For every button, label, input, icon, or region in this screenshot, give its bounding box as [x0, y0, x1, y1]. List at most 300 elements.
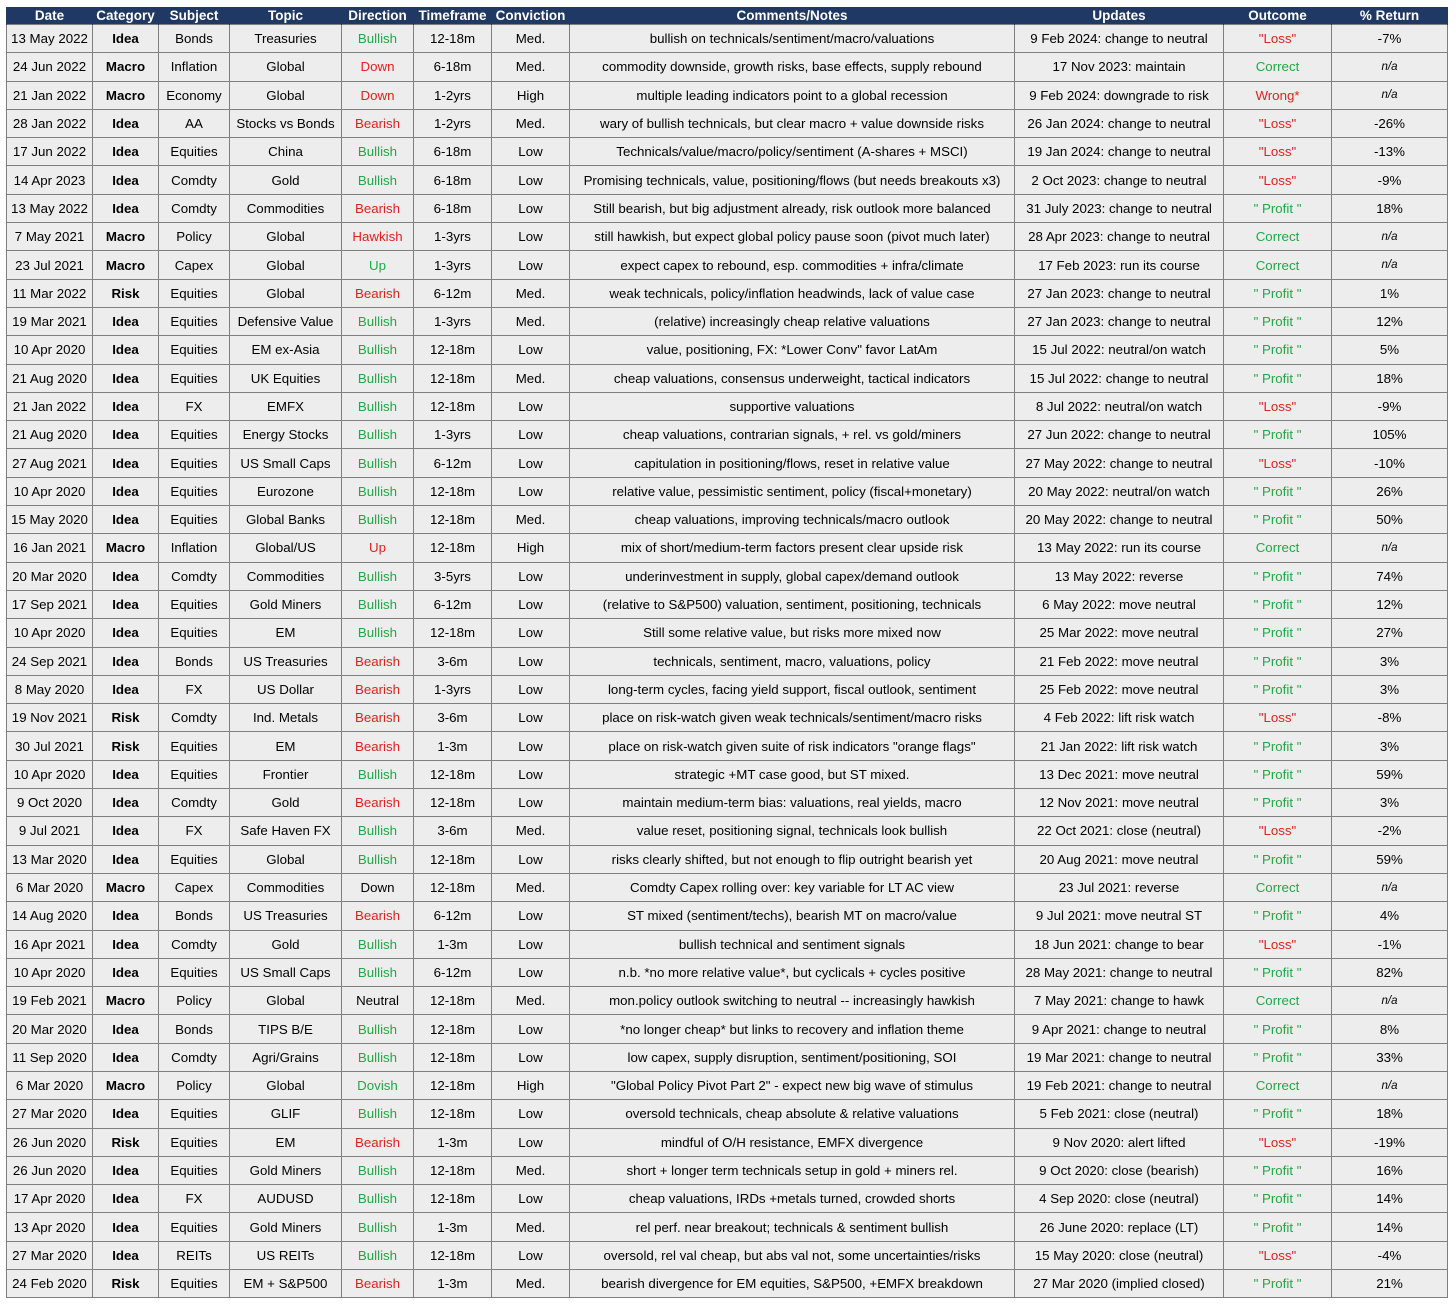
table-row [7, 251, 1448, 279]
header-updates[interactable]: Updates [1015, 7, 1224, 25]
comments-cell: n.b. *no more relative value*, but cyclicals + cycles positive [570, 958, 1015, 986]
return-cell: 50% [1332, 506, 1448, 534]
subject-cell: Equities [159, 138, 230, 166]
outcome-cell: " Profit " [1224, 732, 1332, 760]
conviction-cell: Med. [492, 53, 570, 81]
return-cell: n/a [1332, 81, 1448, 109]
date-cell: 10 Apr 2020 [7, 958, 93, 986]
category-cell: Idea [93, 109, 159, 137]
subject-cell: Comdty [159, 930, 230, 958]
topic-cell: US Treasuries [230, 647, 342, 675]
direction-cell: Bullish [342, 619, 414, 647]
conviction-cell: Low [492, 421, 570, 449]
table-row [7, 53, 1448, 81]
date-cell: 19 Nov 2021 [7, 704, 93, 732]
comments-cell: relative value, pessimistic sentiment, policy (fiscal+monetary) [570, 477, 1015, 505]
comments-cell: mindful of O/H resistance, EMFX divergence [570, 1128, 1015, 1156]
date-cell: 17 Sep 2021 [7, 590, 93, 618]
outcome-cell: " Profit " [1224, 1213, 1332, 1241]
subject-cell: Equities [159, 279, 230, 307]
direction-cell: Bullish [342, 336, 414, 364]
return-cell: -8% [1332, 704, 1448, 732]
subject-cell: Inflation [159, 534, 230, 562]
subject-cell: Policy [159, 223, 230, 251]
subject-cell: Equities [159, 1156, 230, 1184]
timeframe-cell: 3-6m [414, 704, 492, 732]
category-cell: Idea [93, 647, 159, 675]
header-category[interactable]: Category [93, 7, 159, 25]
updates-cell: 4 Feb 2022: lift risk watch [1015, 704, 1224, 732]
direction-cell: Bullish [342, 958, 414, 986]
table-row [7, 477, 1448, 505]
outcome-cell: " Profit " [1224, 364, 1332, 392]
category-cell: Idea [93, 958, 159, 986]
return-cell: 14% [1332, 1213, 1448, 1241]
table-row [7, 562, 1448, 590]
date-cell: 17 Jun 2022 [7, 138, 93, 166]
return-cell: 18% [1332, 364, 1448, 392]
timeframe-cell: 12-18m [414, 1156, 492, 1184]
category-cell: Idea [93, 675, 159, 703]
outcome-cell: "Loss" [1224, 1241, 1332, 1269]
date-cell: 23 Jul 2021 [7, 251, 93, 279]
topic-cell: Global [230, 845, 342, 873]
timeframe-cell: 1-3m [414, 930, 492, 958]
conviction-cell: Med. [492, 1156, 570, 1184]
comments-cell: bullish technical and sentiment signals [570, 930, 1015, 958]
subject-cell: Comdty [159, 704, 230, 732]
direction-cell: Bearish [342, 1270, 414, 1298]
updates-cell: 13 May 2022: run its course [1015, 534, 1224, 562]
topic-cell: EM + S&P500 [230, 1270, 342, 1298]
direction-cell: Bullish [342, 506, 414, 534]
category-cell: Idea [93, 590, 159, 618]
category-cell: Macro [93, 534, 159, 562]
date-cell: 21 Aug 2020 [7, 364, 93, 392]
table-row [7, 845, 1448, 873]
comments-cell: *no longer cheap* but links to recovery and inflation theme [570, 1015, 1015, 1043]
topic-cell: Global [230, 279, 342, 307]
outcome-cell: " Profit " [1224, 845, 1332, 873]
return-cell: 74% [1332, 562, 1448, 590]
comments-cell: Comdty Capex rolling over: key variable for LT AC view [570, 873, 1015, 901]
comments-cell: Technicals/value/macro/policy/sentiment (A-shares + MSCI) [570, 138, 1015, 166]
date-cell: 16 Apr 2021 [7, 930, 93, 958]
header-return[interactable]: % Return [1332, 7, 1448, 25]
subject-cell: Comdty [159, 789, 230, 817]
table-row [7, 506, 1448, 534]
updates-cell: 28 Apr 2023: change to neutral [1015, 223, 1224, 251]
date-cell: 15 May 2020 [7, 506, 93, 534]
updates-cell: 20 Aug 2021: move neutral [1015, 845, 1224, 873]
outcome-cell: " Profit " [1224, 760, 1332, 788]
updates-cell: 19 Mar 2021: change to neutral [1015, 1043, 1224, 1071]
table-row [7, 1185, 1448, 1213]
table-row [7, 279, 1448, 307]
direction-cell: Bullish [342, 1185, 414, 1213]
comments-cell: oversold technicals, cheap absolute & relative valuations [570, 1100, 1015, 1128]
comments-cell: capitulation in positioning/flows, reset in relative value [570, 449, 1015, 477]
outcome-cell: "Loss" [1224, 449, 1332, 477]
header-outcome[interactable]: Outcome [1224, 7, 1332, 25]
topic-cell: AUDUSD [230, 1185, 342, 1213]
conviction-cell: Med. [492, 25, 570, 53]
comments-cell: cheap valuations, improving technicals/macro outlook [570, 506, 1015, 534]
return-cell: 3% [1332, 732, 1448, 760]
category-cell: Macro [93, 223, 159, 251]
date-cell: 11 Sep 2020 [7, 1043, 93, 1071]
direction-cell: Bearish [342, 194, 414, 222]
updates-cell: 13 Dec 2021: move neutral [1015, 760, 1224, 788]
outcome-cell: " Profit " [1224, 477, 1332, 505]
table-row [7, 194, 1448, 222]
timeframe-cell: 12-18m [414, 336, 492, 364]
timeframe-cell: 12-18m [414, 364, 492, 392]
category-cell: Idea [93, 421, 159, 449]
comments-cell: low capex, supply disruption, sentiment/positioning, SOI [570, 1043, 1015, 1071]
conviction-cell: Low [492, 1043, 570, 1071]
conviction-cell: Low [492, 619, 570, 647]
category-cell: Macro [93, 251, 159, 279]
comments-cell: cheap valuations, consensus underweight, tactical indicators [570, 364, 1015, 392]
return-cell: -2% [1332, 817, 1448, 845]
table-row [7, 817, 1448, 845]
comments-cell: wary of bullish technicals, but clear macro + value downside risks [570, 109, 1015, 137]
topic-cell: Gold Miners [230, 1213, 342, 1241]
timeframe-cell: 1-2yrs [414, 109, 492, 137]
table-row [7, 987, 1448, 1015]
topic-cell: Gold Miners [230, 590, 342, 618]
conviction-cell: Med. [492, 987, 570, 1015]
return-cell: 3% [1332, 647, 1448, 675]
timeframe-cell: 1-3m [414, 1270, 492, 1298]
topic-cell: EM [230, 732, 342, 760]
subject-cell: Equities [159, 1270, 230, 1298]
subject-cell: Equities [159, 619, 230, 647]
table-row [7, 166, 1448, 194]
return-cell: 18% [1332, 1100, 1448, 1128]
return-cell: 5% [1332, 336, 1448, 364]
topic-cell: Global [230, 987, 342, 1015]
outcome-cell: " Profit " [1224, 902, 1332, 930]
comments-cell: still hawkish, but expect global policy pause soon (pivot much later) [570, 223, 1015, 251]
category-cell: Idea [93, 1043, 159, 1071]
comments-cell: (relative) increasingly cheap relative valuations [570, 307, 1015, 335]
category-cell: Idea [93, 789, 159, 817]
conviction-cell: Low [492, 732, 570, 760]
table-row [7, 534, 1448, 562]
table-row [7, 1100, 1448, 1128]
return-cell: 14% [1332, 1185, 1448, 1213]
subject-cell: Equities [159, 364, 230, 392]
comments-cell: long-term cycles, facing yield support, fiscal outlook, sentiment [570, 675, 1015, 703]
table-row [7, 760, 1448, 788]
subject-cell: Policy [159, 1071, 230, 1099]
topic-cell: Frontier [230, 760, 342, 788]
conviction-cell: Low [492, 477, 570, 505]
conviction-cell: Med. [492, 307, 570, 335]
direction-cell: Bullish [342, 760, 414, 788]
date-cell: 7 May 2021 [7, 223, 93, 251]
category-cell: Risk [93, 704, 159, 732]
updates-cell: 15 May 2020: close (neutral) [1015, 1241, 1224, 1269]
category-cell: Idea [93, 392, 159, 420]
topic-cell: Commodities [230, 194, 342, 222]
comments-cell: value reset, positioning signal, technicals look bullish [570, 817, 1015, 845]
date-cell: 9 Jul 2021 [7, 817, 93, 845]
category-cell: Idea [93, 477, 159, 505]
topic-cell: Safe Haven FX [230, 817, 342, 845]
subject-cell: Bonds [159, 647, 230, 675]
timeframe-cell: 12-18m [414, 789, 492, 817]
timeframe-cell: 12-18m [414, 760, 492, 788]
table-row [7, 1213, 1448, 1241]
table-row [7, 1270, 1448, 1298]
conviction-cell: Med. [492, 817, 570, 845]
table-row [7, 109, 1448, 137]
subject-cell: Comdty [159, 194, 230, 222]
outcome-cell: " Profit " [1224, 1043, 1332, 1071]
timeframe-cell: 12-18m [414, 25, 492, 53]
subject-cell: Policy [159, 987, 230, 1015]
date-cell: 16 Jan 2021 [7, 534, 93, 562]
timeframe-cell: 1-3yrs [414, 251, 492, 279]
conviction-cell: Med. [492, 873, 570, 901]
subject-cell: Bonds [159, 902, 230, 930]
return-cell: 105% [1332, 421, 1448, 449]
header-date[interactable]: Date [7, 7, 93, 25]
return-cell: 21% [1332, 1270, 1448, 1298]
category-cell: Macro [93, 873, 159, 901]
table-row [7, 223, 1448, 251]
return-cell: -1% [1332, 930, 1448, 958]
updates-cell: 12 Nov 2021: move neutral [1015, 789, 1224, 817]
updates-cell: 26 June 2020: replace (LT) [1015, 1213, 1224, 1241]
comments-cell: place on risk-watch given weak technicals/sentiment/macro risks [570, 704, 1015, 732]
table-row [7, 958, 1448, 986]
header-conviction[interactable]: Conviction [492, 7, 570, 25]
updates-cell: 22 Oct 2021: close (neutral) [1015, 817, 1224, 845]
outcome-cell: " Profit " [1224, 1156, 1332, 1184]
category-cell: Macro [93, 987, 159, 1015]
direction-cell: Bearish [342, 902, 414, 930]
category-cell: Idea [93, 817, 159, 845]
direction-cell: Bullish [342, 562, 414, 590]
conviction-cell: Low [492, 902, 570, 930]
conviction-cell: Med. [492, 1270, 570, 1298]
category-cell: Risk [93, 279, 159, 307]
conviction-cell: Low [492, 336, 570, 364]
date-cell: 13 Mar 2020 [7, 845, 93, 873]
category-cell: Macro [93, 81, 159, 109]
timeframe-cell: 6-12m [414, 279, 492, 307]
table-row [7, 449, 1448, 477]
date-cell: 10 Apr 2020 [7, 760, 93, 788]
date-cell: 21 Aug 2020 [7, 421, 93, 449]
updates-cell: 27 Jan 2023: change to neutral [1015, 307, 1224, 335]
date-cell: 24 Feb 2020 [7, 1270, 93, 1298]
updates-cell: 27 Jan 2023: change to neutral [1015, 279, 1224, 307]
outcome-cell: " Profit " [1224, 619, 1332, 647]
category-cell: Idea [93, 619, 159, 647]
conviction-cell: High [492, 81, 570, 109]
outcome-cell: " Profit " [1224, 307, 1332, 335]
header-subject[interactable]: Subject [159, 7, 230, 25]
direction-cell: Bearish [342, 647, 414, 675]
timeframe-cell: 12-18m [414, 1071, 492, 1099]
subject-cell: Equities [159, 449, 230, 477]
outcome-cell: "Loss" [1224, 1128, 1332, 1156]
topic-cell: Ind. Metals [230, 704, 342, 732]
direction-cell: Bearish [342, 109, 414, 137]
updates-cell: 7 May 2021: change to hawk [1015, 987, 1224, 1015]
timeframe-cell: 1-3yrs [414, 307, 492, 335]
direction-cell: Bearish [342, 675, 414, 703]
return-cell: -13% [1332, 138, 1448, 166]
date-cell: 14 Aug 2020 [7, 902, 93, 930]
updates-cell: 15 Jul 2022: neutral/on watch [1015, 336, 1224, 364]
comments-cell: mon.policy outlook switching to neutral -- increasingly hawkish [570, 987, 1015, 1015]
comments-cell: technicals, sentiment, macro, valuations, policy [570, 647, 1015, 675]
outcome-cell: "Loss" [1224, 817, 1332, 845]
direction-cell: Neutral [342, 987, 414, 1015]
timeframe-cell: 1-3m [414, 1213, 492, 1241]
category-cell: Idea [93, 1015, 159, 1043]
topic-cell: Global [230, 81, 342, 109]
topic-cell: US REITs [230, 1241, 342, 1269]
updates-cell: 27 Mar 2020 (implied closed) [1015, 1270, 1224, 1298]
category-cell: Idea [93, 166, 159, 194]
subject-cell: Equities [159, 760, 230, 788]
table-row [7, 392, 1448, 420]
updates-cell: 8 Jul 2022: neutral/on watch [1015, 392, 1224, 420]
topic-cell: Commodities [230, 873, 342, 901]
updates-cell: 18 Jun 2021: change to bear [1015, 930, 1224, 958]
timeframe-cell: 1-3m [414, 732, 492, 760]
timeframe-cell: 6-12m [414, 590, 492, 618]
table-row [7, 647, 1448, 675]
return-cell: 59% [1332, 760, 1448, 788]
outcome-cell: " Profit " [1224, 647, 1332, 675]
direction-cell: Bullish [342, 25, 414, 53]
comments-cell: value, positioning, FX: *Lower Conv" favor LatAm [570, 336, 1015, 364]
outcome-cell: " Profit " [1224, 562, 1332, 590]
conviction-cell: Low [492, 1128, 570, 1156]
date-cell: 26 Jun 2020 [7, 1156, 93, 1184]
table-row [7, 1071, 1448, 1099]
table-row [7, 873, 1448, 901]
conviction-cell: Low [492, 845, 570, 873]
conviction-cell: High [492, 534, 570, 562]
subject-cell: Equities [159, 1128, 230, 1156]
outcome-cell: " Profit " [1224, 675, 1332, 703]
header-direction[interactable]: Direction [342, 7, 414, 25]
category-cell: Idea [93, 1100, 159, 1128]
comments-cell: multiple leading indicators point to a global recession [570, 81, 1015, 109]
subject-cell: Equities [159, 732, 230, 760]
direction-cell: Bearish [342, 789, 414, 817]
return-cell: 3% [1332, 789, 1448, 817]
direction-cell: Dovish [342, 1071, 414, 1099]
topic-cell: Global Banks [230, 506, 342, 534]
direction-cell: Bullish [342, 845, 414, 873]
updates-cell: 9 Oct 2020: close (bearish) [1015, 1156, 1224, 1184]
updates-cell: 13 May 2022: reverse [1015, 562, 1224, 590]
return-cell: 3% [1332, 675, 1448, 703]
timeframe-cell: 6-18m [414, 194, 492, 222]
date-cell: 27 Aug 2021 [7, 449, 93, 477]
conviction-cell: Low [492, 930, 570, 958]
date-cell: 30 Jul 2021 [7, 732, 93, 760]
header-comments[interactable]: Comments/Notes [570, 7, 1015, 25]
outcome-cell: " Profit " [1224, 421, 1332, 449]
conviction-cell: Low [492, 251, 570, 279]
conviction-cell: Med. [492, 364, 570, 392]
outcome-cell: " Profit " [1224, 789, 1332, 817]
header-topic[interactable]: Topic [230, 7, 342, 25]
table-row [7, 421, 1448, 449]
comments-cell: cheap valuations, IRDs +metals turned, crowded shorts [570, 1185, 1015, 1213]
conviction-cell: Low [492, 166, 570, 194]
comments-cell: strategic +MT case good, but ST mixed. [570, 760, 1015, 788]
topic-cell: GLIF [230, 1100, 342, 1128]
category-cell: Idea [93, 138, 159, 166]
return-cell: n/a [1332, 53, 1448, 81]
timeframe-cell: 1-3yrs [414, 421, 492, 449]
subject-cell: Bonds [159, 25, 230, 53]
direction-cell: Down [342, 873, 414, 901]
date-cell: 21 Jan 2022 [7, 81, 93, 109]
date-cell: 27 Mar 2020 [7, 1241, 93, 1269]
outcome-cell: "Loss" [1224, 166, 1332, 194]
direction-cell: Bearish [342, 279, 414, 307]
topic-cell: Gold [230, 930, 342, 958]
updates-cell: 9 Apr 2021: change to neutral [1015, 1015, 1224, 1043]
subject-cell: Equities [159, 336, 230, 364]
outcome-cell: " Profit " [1224, 1015, 1332, 1043]
date-cell: 13 May 2022 [7, 25, 93, 53]
updates-cell: 5 Feb 2021: close (neutral) [1015, 1100, 1224, 1128]
return-cell: 26% [1332, 477, 1448, 505]
updates-cell: 9 Feb 2024: downgrade to risk [1015, 81, 1224, 109]
table-row [7, 138, 1448, 166]
updates-cell: 31 July 2023: change to neutral [1015, 194, 1224, 222]
date-cell: 20 Mar 2020 [7, 1015, 93, 1043]
subject-cell: Equities [159, 421, 230, 449]
category-cell: Idea [93, 845, 159, 873]
date-cell: 14 Apr 2023 [7, 166, 93, 194]
direction-cell: Bullish [342, 930, 414, 958]
category-cell: Idea [93, 506, 159, 534]
conviction-cell: Low [492, 392, 570, 420]
date-cell: 21 Jan 2022 [7, 392, 93, 420]
direction-cell: Bearish [342, 732, 414, 760]
subject-cell: Comdty [159, 1043, 230, 1071]
topic-cell: Global [230, 251, 342, 279]
timeframe-cell: 12-18m [414, 477, 492, 505]
outcome-cell: Correct [1224, 534, 1332, 562]
direction-cell: Hawkish [342, 223, 414, 251]
direction-cell: Up [342, 534, 414, 562]
conviction-cell: Low [492, 760, 570, 788]
direction-cell: Bullish [342, 449, 414, 477]
header-timeframe[interactable]: Timeframe [414, 7, 492, 25]
table-row [7, 704, 1448, 732]
updates-cell: 9 Nov 2020: alert lifted [1015, 1128, 1224, 1156]
subject-cell: Equities [159, 958, 230, 986]
return-cell: -9% [1332, 392, 1448, 420]
comments-cell: weak technicals, policy/inflation headwinds, lack of value case [570, 279, 1015, 307]
